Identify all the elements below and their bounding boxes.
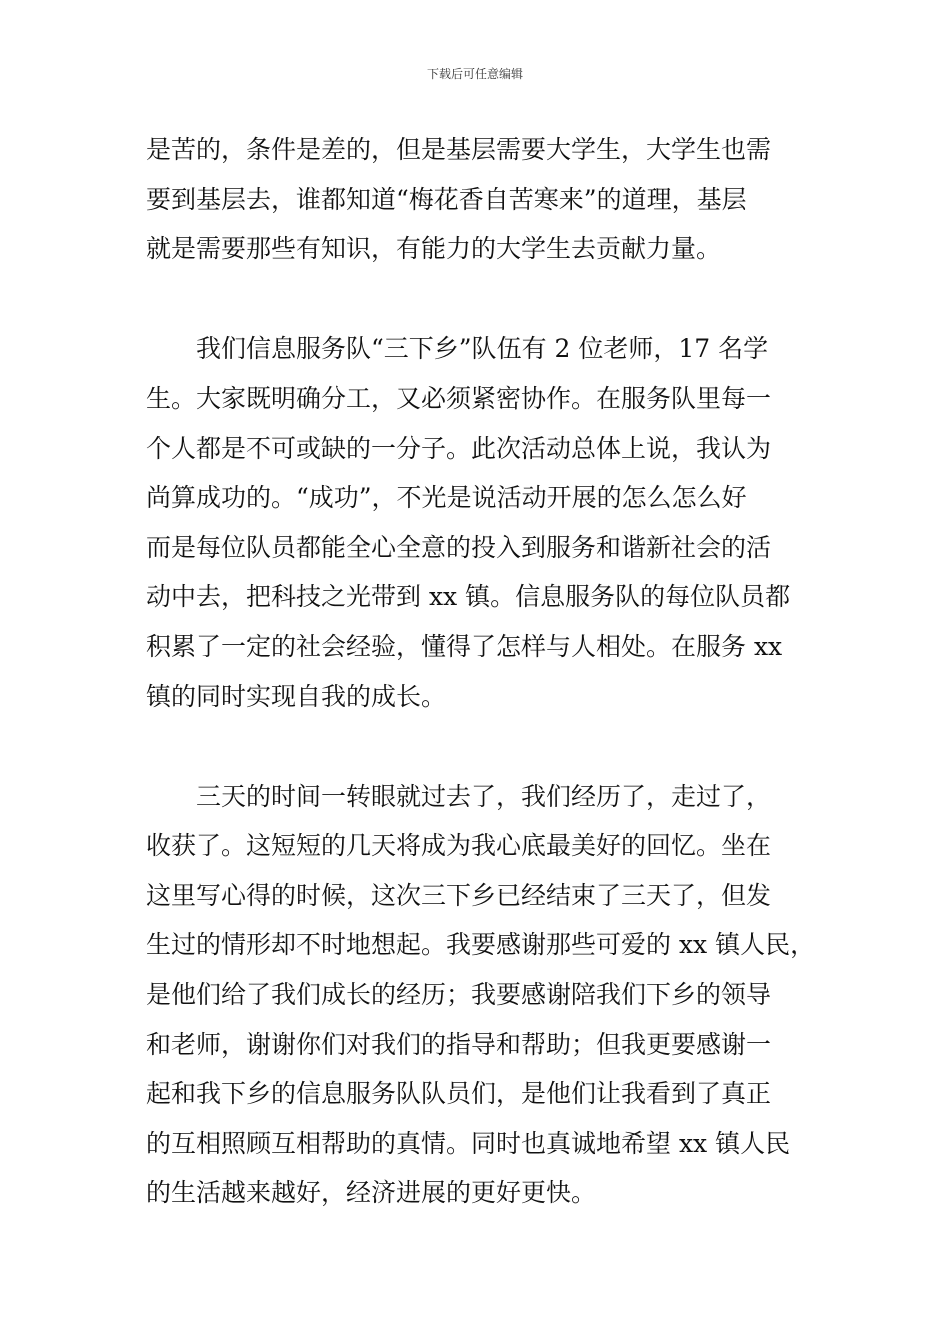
paragraph-3-line-1: 三天的时间一转眼就过去了，我们经历了，走过了，: [196, 782, 772, 811]
paragraph-2-line-8: 镇的同时实现自我的成长。: [146, 682, 447, 711]
paragraph-2-line-4: 尚算成功的。“成功”，不光是说活动开展的怎么怎么好: [146, 483, 747, 512]
paragraph-2-line-6: 动中去，把科技之光带到 xx 镇。信息服务队的每位队员都: [146, 582, 791, 611]
paragraph-2-line-3: 个人都是不可或缺的一分子。此次活动总体上说，我认为: [146, 434, 772, 463]
paragraph-3-line-5: 是他们给了我们成长的经历；我要感谢陪我们下乡的领导: [146, 980, 772, 1009]
paragraph-3-line-3: 这里写心得的时候，这次三下乡已经结束了三天了，但发: [146, 881, 772, 910]
paragraph-3-line-6: 和老师，谢谢你们对我们的指导和帮助；但我更要感谢一: [146, 1030, 772, 1059]
page-header: 下载后可任意编辑: [426, 67, 523, 81]
paragraph-3-line-2: 收获了。这短短的几天将成为我心底最美好的回忆。坐在: [146, 831, 772, 860]
paragraph-3-line-8: 的互相照顾互相帮助的真情。同时也真诚地希望 xx 镇人民: [146, 1129, 791, 1158]
paragraph-3-line-7: 起和我下乡的信息服务队队员们，是他们让我看到了真正: [146, 1079, 772, 1108]
paragraph-2-line-7: 积累了一定的社会经验，懂得了怎样与人相处。在服务 xx: [146, 632, 783, 661]
paragraph-1-line-2: 要到基层去，谁都知道“梅花香自苦寒来”的道理，基层: [146, 185, 747, 214]
paragraph-2-line-1: 我们信息服务队“三下乡”队伍有 2 位老师，17 名学: [196, 334, 769, 363]
paragraph-2-line-5: 而是每位队员都能全心全意的投入到服务和谐新社会的活: [146, 533, 772, 562]
paragraph-1-line-3: 就是需要那些有知识，有能力的大学生去贡献力量。: [146, 234, 722, 263]
paragraph-3-line-9: 的生活越来越好，经济进展的更好更快。: [146, 1178, 597, 1207]
paragraph-3-line-4: 生过的情形却不时地想起。我要感谢那些可爱的 xx 镇人民，: [146, 930, 816, 959]
paragraph-2-line-2: 生。大家既明确分工，又必须紧密协作。在服务队里每一: [146, 384, 772, 413]
paragraph-1-line-1: 是苦的，条件是差的，但是基层需要大学生，大学生也需: [146, 135, 772, 164]
